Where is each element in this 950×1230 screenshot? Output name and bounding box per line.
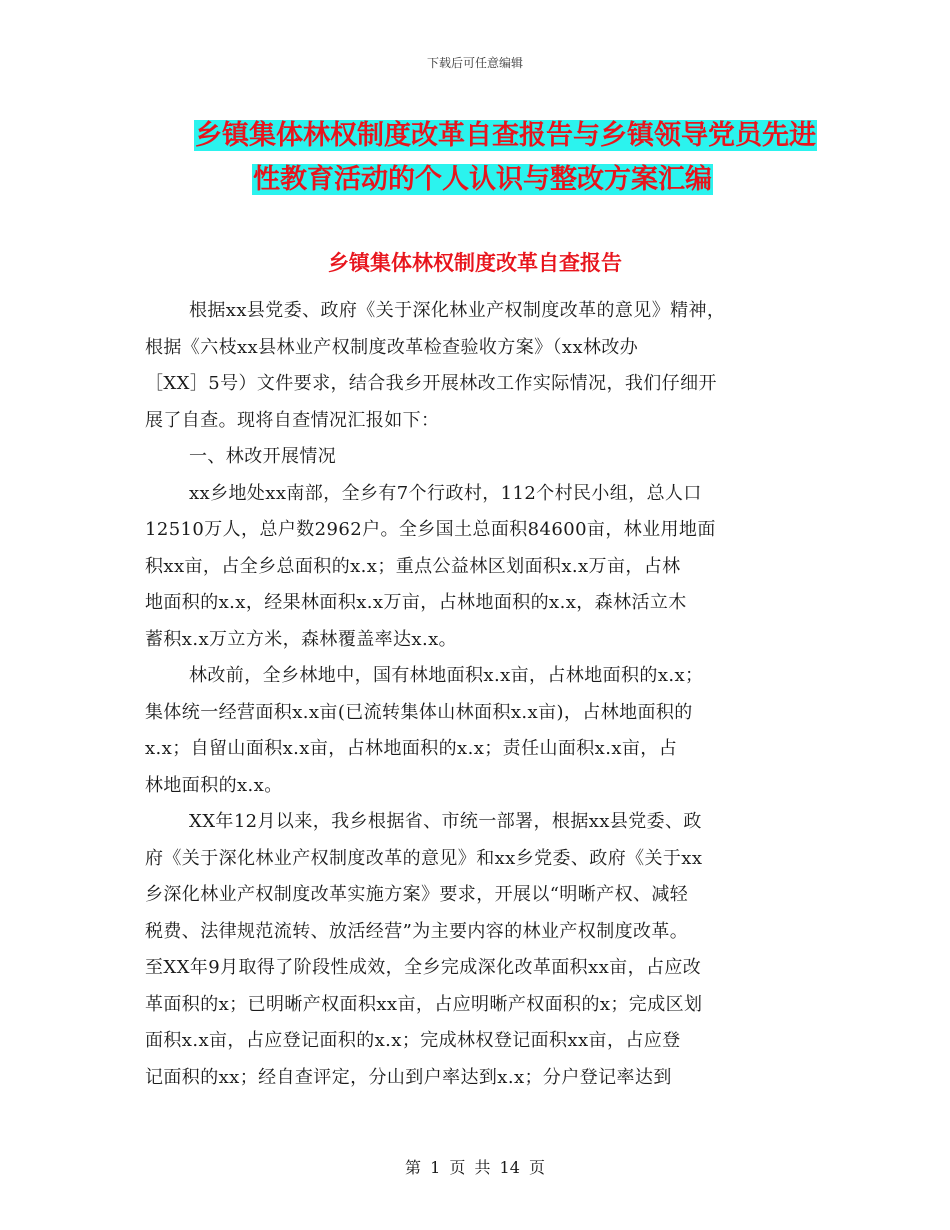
section-title: 乡镇集体林权制度改革自查报告 bbox=[328, 251, 622, 275]
body-line: 展了自查。现将自查情况汇报如下： bbox=[145, 409, 440, 431]
body-line: 积xx亩，占全乡总面积的x.x；重点公益林区划面积x.x万亩，占林 bbox=[145, 555, 681, 577]
body-line: 蓄积x.x万立方米，森林覆盖率达x.x。 bbox=[145, 628, 458, 650]
body-line: 12510万人，总户数2962户。全乡国土总面积84600亩，林业用地面 bbox=[145, 519, 716, 540]
document-title-line-1 bbox=[194, 113, 950, 152]
title-text-1: 乡镇集体林权制度改革自查报告与乡镇领导党员先进 bbox=[195, 120, 816, 151]
body-line: 林改前，全乡林地中，国有林地面积x.x亩，占林地面积的x.x； bbox=[189, 665, 704, 686]
page-header-note: 下载后可任意编辑 bbox=[426, 56, 523, 70]
body-heading-line: 一、林改开展情况 bbox=[189, 446, 337, 467]
body-line: x.x；自留山面积x.x亩，占林地面积的x.x；责任山面积x.x亩，占 bbox=[145, 738, 678, 759]
body-line: 至XX年9月取得了阶段性成效，全乡完成深化改革面积xx亩，占应改 bbox=[145, 957, 702, 978]
body-line: 乡深化林业产权制度改革实施方案》要求，开展以“明晰产权、减轻 bbox=[145, 884, 689, 905]
body-line: 府《关于深化林业产权制度改革的意见》和xx乡党委、政府《关于xx bbox=[145, 847, 703, 869]
body-line: 革面积的x；已明晰产权面积xx亩，占应明晰产权面积的x；完成区划 bbox=[145, 993, 703, 1015]
body-line: 林地面积的x.x。 bbox=[145, 774, 283, 796]
document-title-line-2 bbox=[252, 157, 950, 196]
body-line: XX年12月以来，我乡根据省、市统一部署，根据xx县党委、政 bbox=[189, 811, 702, 832]
body-line: 记面积的xx；经自查评定，分山到户率达到x.x；分户登记率达到 bbox=[145, 1066, 672, 1088]
document-body bbox=[145, 293, 817, 1096]
page-footer: 第 1 页 共 14 页 bbox=[405, 1158, 545, 1177]
body-line: xx乡地处xx南部，全乡有7个行政村，112个村民小组，总人口 bbox=[189, 482, 702, 504]
body-line: 集体统一经营面积x.x亩(已流转集体山林面积x.x亩)，占林地面积的 bbox=[145, 701, 693, 723]
body-line: 根据《六枝xx县林业产权制度改革检查验收方案》（xx林改办 bbox=[145, 336, 639, 358]
body-line: 根据xx县党委、政府《关于深化林业产权制度改革的意见》精神， bbox=[189, 300, 726, 321]
body-line: 面积x.x亩，占应登记面积的x.x；完成林权登记面积xx亩，占应登 bbox=[145, 1030, 681, 1051]
body-line: 地面积的x.x，经果林面积x.x万亩，占林地面积的x.x，森林活立木 bbox=[145, 592, 687, 613]
body-line: ［XX］5号）文件要求，结合我乡开展林改工作实际情况，我们仔细开 bbox=[145, 373, 717, 394]
body-line: 税费、法律规范流转、放活经营”为主要内容的林业产权制度改革。 bbox=[145, 920, 689, 942]
title-text-2: 性教育活动的个人认识与整改方案汇编 bbox=[253, 164, 712, 195]
